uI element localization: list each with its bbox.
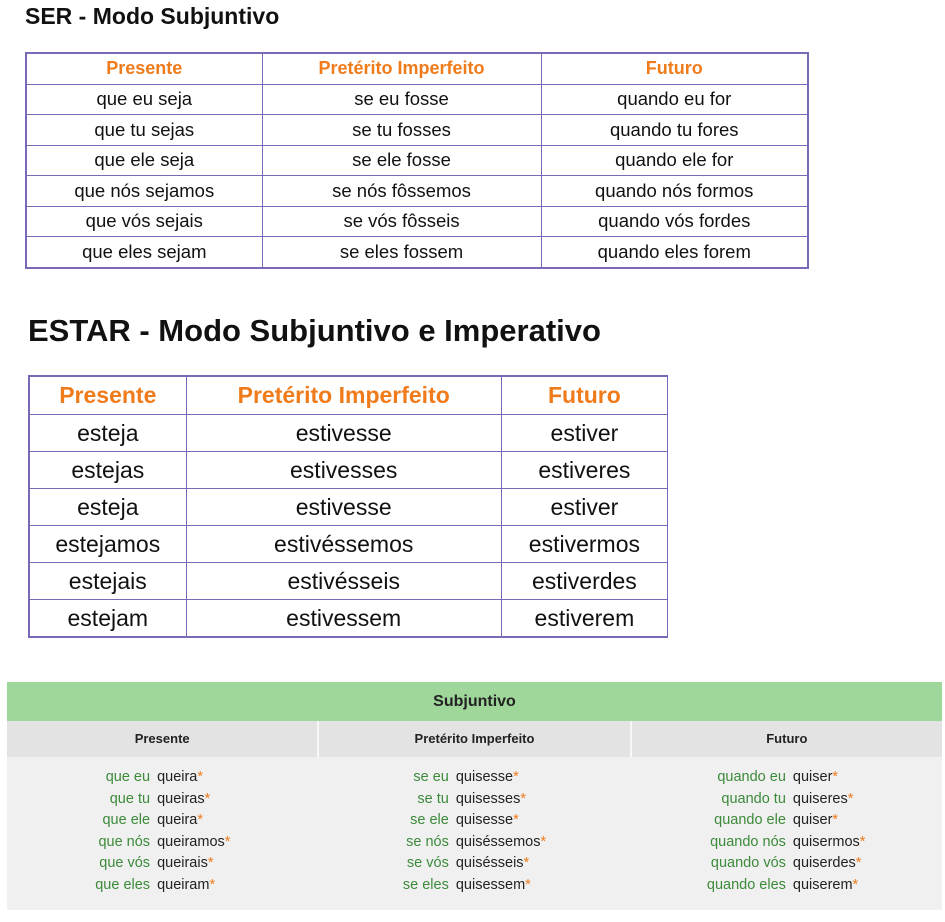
irregular-star: * — [197, 812, 204, 828]
irregular-star: * — [209, 876, 216, 893]
table-cell: quando tu fores — [541, 115, 808, 146]
pronoun: se eles — [402, 876, 449, 893]
table-cell: estiver — [501, 415, 667, 452]
verb-form: quiseres* — [792, 790, 854, 807]
verb-form: queiramos* — [157, 833, 231, 850]
irregular-star: * — [832, 812, 839, 828]
verb-form: queira* — [157, 812, 204, 828]
table-cell: se vós fôsseis — [262, 206, 541, 237]
column-header-futuro: Futuro — [632, 721, 942, 757]
pronoun: que ele — [102, 812, 151, 828]
pronoun: se eu — [413, 769, 449, 785]
verb-form: quisesses* — [455, 790, 526, 807]
table-cell: estivessem — [186, 600, 501, 638]
subjuntivo-heading: Subjuntivo — [7, 682, 942, 721]
irregular-star: * — [855, 855, 862, 871]
pronoun: quando eu — [717, 769, 786, 785]
table-row — [26, 206, 808, 237]
table-cell: estiverem — [501, 600, 667, 638]
presente-column — [7, 767, 319, 896]
table-cell: que ele seja — [26, 145, 262, 176]
table-cell: que eles sejam — [26, 237, 262, 268]
irregular-star: * — [207, 855, 214, 871]
pronoun: se ele — [410, 812, 449, 828]
table-cell: estivéssemos — [186, 526, 501, 563]
ser-subjuntivo-table — [25, 52, 809, 269]
pronoun: que tu — [109, 790, 151, 807]
table-header-row — [26, 53, 808, 84]
verb-form: quiserem* — [792, 876, 859, 893]
table-cell: estivesse — [186, 489, 501, 526]
verb-form: queiram* — [157, 876, 216, 893]
estar-subjuntivo-table — [28, 375, 668, 638]
pronoun: que vós — [99, 855, 151, 871]
table-row — [29, 526, 668, 563]
table-row — [26, 84, 808, 115]
table-cell: estivesse — [186, 415, 501, 452]
irregular-star: * — [197, 769, 204, 785]
table-cell: estejais — [29, 563, 186, 600]
irregular-star: * — [832, 769, 839, 785]
table-cell: quando nós formos — [541, 176, 808, 207]
table-cell: estiver — [501, 489, 667, 526]
verb-form: quiséssemos* — [455, 833, 547, 850]
table-row — [26, 145, 808, 176]
column-header-preterito: Pretérito Imperfeito — [319, 721, 631, 757]
verb-form: quiser* — [792, 812, 839, 828]
table-row — [29, 452, 668, 489]
column-header-futuro: Futuro — [501, 376, 667, 415]
irregular-star: * — [513, 769, 519, 785]
table-row — [29, 489, 668, 526]
column-header-preterito: Pretérito Imperfeito — [186, 376, 501, 415]
irregular-star: * — [224, 833, 231, 850]
irregular-star: * — [204, 790, 211, 807]
table-cell: esteja — [29, 415, 186, 452]
irregular-star: * — [847, 790, 854, 807]
pronoun: se vós — [406, 855, 449, 871]
estar-title: ESTAR - Modo Subjuntivo e Imperativo — [28, 313, 601, 348]
table-cell: quando ele for — [541, 145, 808, 176]
verb-form: quiser* — [792, 769, 839, 785]
table-cell: estiveres — [501, 452, 667, 489]
table-cell: estejas — [29, 452, 186, 489]
irregular-star: * — [540, 833, 547, 850]
irregular-star: * — [513, 812, 519, 828]
table-row — [29, 600, 668, 638]
ser-title: SER - Modo Subjuntivo — [25, 3, 280, 29]
column-header-preterito: Pretérito Imperfeito — [262, 53, 541, 84]
conjugation-body — [7, 757, 942, 896]
pronoun: que eu — [105, 769, 151, 785]
table-row — [26, 176, 808, 207]
table-cell: se nós fôssemos — [262, 176, 541, 207]
column-headers — [7, 721, 942, 757]
verb-form: queiras* — [157, 790, 211, 807]
table-cell: quando eles forem — [541, 237, 808, 268]
table-cell: se ele fosse — [262, 145, 541, 176]
pronoun: se nós — [406, 833, 449, 850]
table-cell: que nós sejamos — [26, 176, 262, 207]
table-cell: se tu fosses — [262, 115, 541, 146]
table-row — [26, 115, 808, 146]
pronoun: que eles — [95, 876, 151, 893]
verb-form: quisessem* — [455, 876, 531, 893]
verb-form: quisermos* — [792, 833, 866, 850]
futuro-column — [630, 767, 942, 896]
pronoun: que nós — [98, 833, 151, 850]
table-cell: estivesses — [186, 452, 501, 489]
table-cell: que tu sejas — [26, 115, 262, 146]
table-row — [29, 563, 668, 600]
verb-form: quisesse* — [455, 812, 519, 828]
table-cell: quando eu for — [541, 84, 808, 115]
verb-form: quisésseis* — [455, 855, 530, 871]
table-cell: que vós sejais — [26, 206, 262, 237]
table-row — [29, 415, 668, 452]
pronoun: quando vós — [710, 855, 786, 871]
irregular-star: * — [523, 855, 530, 871]
pronoun: quando nós — [710, 833, 786, 850]
table-cell: se eu fosse — [262, 84, 541, 115]
verb-form: quisesse* — [455, 769, 519, 785]
verb-form: queira* — [157, 769, 204, 785]
table-cell: estivésseis — [186, 563, 501, 600]
column-header-presente: Presente — [29, 376, 186, 415]
table-row — [26, 237, 808, 268]
pronoun: se tu — [417, 790, 449, 807]
table-cell: estiverdes — [501, 563, 667, 600]
pronoun: quando ele — [714, 812, 786, 828]
verb-form: queirais* — [157, 855, 214, 871]
preterito-column — [319, 767, 631, 896]
irregular-star: * — [525, 876, 531, 893]
verb-form: quiserdes* — [792, 855, 862, 871]
irregular-star: * — [852, 876, 859, 893]
table-cell: estivermos — [501, 526, 667, 563]
irregular-star: * — [520, 790, 526, 807]
table-cell: se eles fossem — [262, 237, 541, 268]
table-cell: esteja — [29, 489, 186, 526]
irregular-star: * — [859, 833, 866, 850]
column-header-presente: Presente — [26, 53, 262, 84]
table-cell: estejam — [29, 600, 186, 638]
pronoun: quando eles — [706, 876, 786, 893]
table-header-row — [29, 376, 668, 415]
pronoun: quando tu — [721, 790, 786, 807]
column-header-futuro: Futuro — [541, 53, 808, 84]
table-cell: quando vós fordes — [541, 206, 808, 237]
column-header-presente: Presente — [7, 721, 319, 757]
table-cell: estejamos — [29, 526, 186, 563]
querer-subjuntivo-panel — [7, 682, 942, 910]
table-cell: que eu seja — [26, 84, 262, 115]
